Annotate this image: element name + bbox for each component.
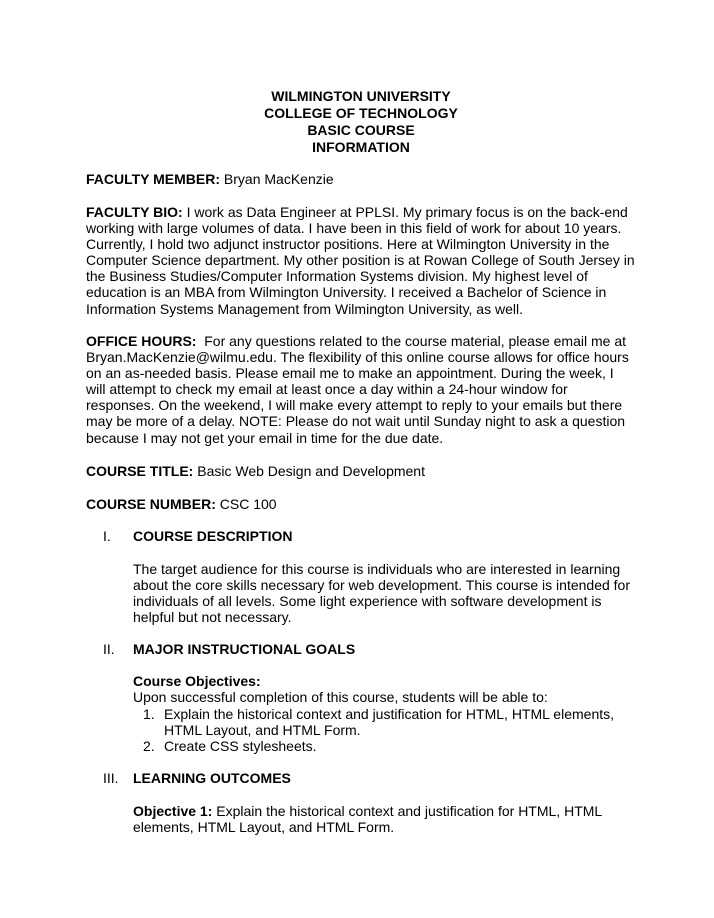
- section-title-course-description: COURSE DESCRIPTION: [133, 528, 293, 544]
- faculty-bio-line: education is an MBA from Wilmington University. I received a Bachelor of Science in: [86, 284, 607, 301]
- course-description-text: [133, 561, 643, 625]
- list-item-line: Explain the historical context and justification for HTML, HTML elements,: [164, 706, 615, 722]
- office-hours-line: on an as-needed basis. Please email me to make an appointment. During the week, I: [86, 365, 614, 382]
- list-item: [164, 706, 644, 738]
- office-hours-line: responses. On the weekend, I will make every attempt to reply to your emails but there: [86, 397, 623, 414]
- faculty-member-value: Bryan MacKenzie: [220, 171, 334, 187]
- office-hours: [86, 333, 641, 446]
- office-hours-line: will attempt to check my email at least once a day within a 24-hour window for: [86, 381, 568, 398]
- faculty-bio-line: Information Systems Management from Wilmington University, as well.: [86, 300, 523, 317]
- faculty-member: [86, 171, 641, 187]
- faculty-bio-line: the Business Studies/Computer Information Systems division. My highest level of: [86, 268, 588, 285]
- faculty-bio-line: Computer Science department. My other position is at Rowan College of South Jersey in: [86, 252, 635, 269]
- faculty-member-label: FACULTY MEMBER:: [86, 171, 221, 187]
- header-line-basic-course: BASIC COURSE: [307, 122, 415, 138]
- course-description-line: helpful but not necessary.: [133, 609, 292, 626]
- list-item-number: 1.: [143, 706, 155, 722]
- list-item-number: 2.: [143, 738, 155, 754]
- faculty-bio-line: working with large volumes of data. I have been in this field of work for about 10 years.: [86, 220, 622, 237]
- office-hours-text: For any questions related to the course material, please email me at: [196, 333, 627, 349]
- college-name: COLLEGE OF TECHNOLOGY: [264, 105, 458, 121]
- office-hours-line: Bryan.MacKenzie@wilmu.edu. The flexibility of this online course allows for office hours: [86, 349, 629, 366]
- office-hours-line: because I may not get your email in time for the due date.: [86, 429, 444, 446]
- course-title-label: COURSE TITLE:: [86, 463, 194, 479]
- course-title-value: Basic Web Design and Development: [193, 463, 425, 479]
- objective-1-line: elements, HTML Layout, and HTML Form.: [133, 819, 395, 836]
- header-line-information: INFORMATION: [312, 139, 410, 155]
- faculty-bio-text: I work as Data Engineer at PPLSI. My primary focus is on the back-end: [182, 204, 628, 220]
- list-item: Create CSS stylesheets.: [164, 738, 317, 754]
- section-title-learning-outcomes: LEARNING OUTCOMES: [133, 770, 291, 786]
- course-objectives-intro: Upon successful completion of this course, students will be able to:: [133, 689, 548, 705]
- list-item-line: HTML Layout, and HTML Form.: [164, 722, 361, 739]
- course-title: [86, 463, 641, 479]
- objective-1-label: Objective 1:: [133, 803, 213, 819]
- section-title-instructional-goals: MAJOR INSTRUCTIONAL GOALS: [133, 641, 356, 657]
- office-hours-line: may be more of a delay. NOTE: Please do not wait until Sunday night to ask a question: [86, 413, 626, 430]
- faculty-bio: [86, 204, 641, 317]
- course-objectives-heading: Course Objectives:: [133, 673, 261, 689]
- course-number-label: COURSE NUMBER:: [86, 496, 216, 512]
- objective-1: [133, 803, 643, 835]
- faculty-bio-label: FACULTY BIO:: [86, 204, 183, 220]
- document-header: [0, 88, 714, 156]
- section-numeral: I.: [103, 528, 111, 544]
- course-number: [86, 496, 641, 512]
- course-number-value: CSC 100: [215, 496, 277, 512]
- university-name: WILMINGTON UNIVERSITY: [271, 88, 451, 104]
- course-description-line: about the core skills necessary for web development. This course is intended for: [133, 577, 630, 594]
- course-description-line: individuals of all levels. Some light experience with software development is: [133, 593, 602, 610]
- objective-1-text: Explain the historical context and justification for HTML, HTML: [212, 803, 603, 819]
- section-numeral: III.: [103, 770, 119, 786]
- faculty-bio-line: Currently, I hold two adjunct instructor positions. Here at Wilmington University in the: [86, 236, 610, 253]
- section-numeral: II.: [103, 641, 115, 657]
- office-hours-label: OFFICE HOURS:: [86, 333, 197, 349]
- course-description-line: The target audience for this course is individuals who are interested in learning: [133, 561, 621, 577]
